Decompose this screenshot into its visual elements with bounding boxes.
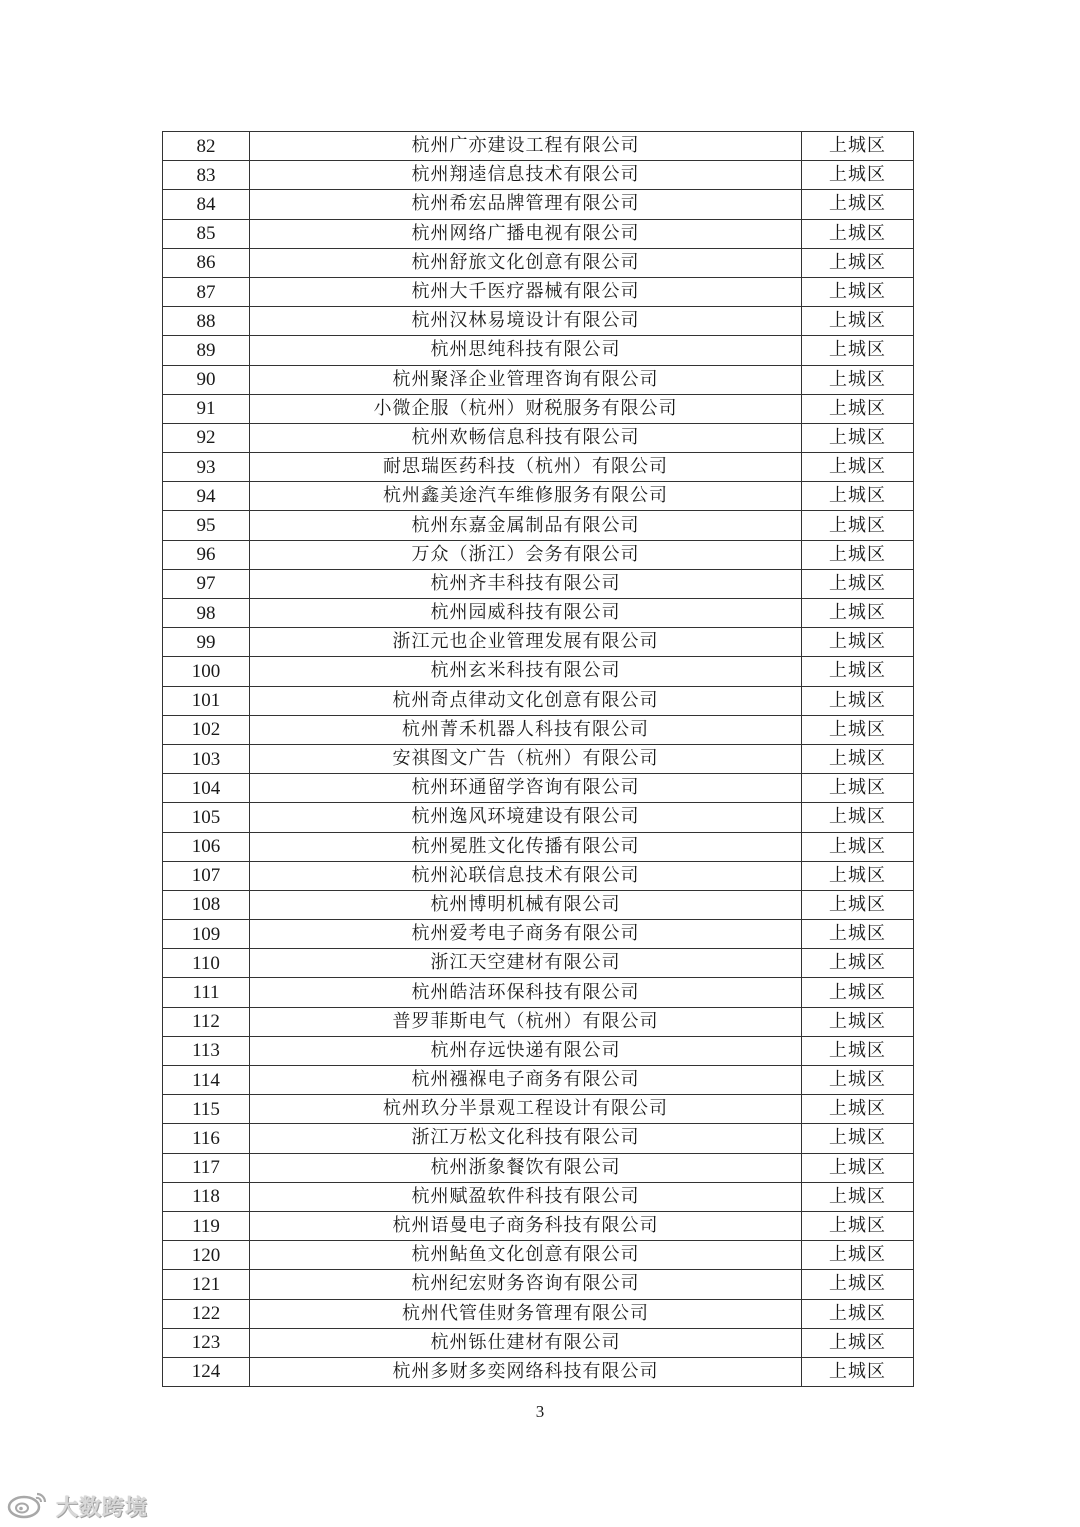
company-name: 杭州铄仕建材有限公司 <box>250 1328 802 1357</box>
company-name: 杭州舒旅文化创意有限公司 <box>250 248 802 277</box>
row-number: 107 <box>163 861 250 890</box>
district-name: 上城区 <box>802 1036 914 1065</box>
table-row <box>163 394 914 423</box>
company-name: 浙江元也企业管理发展有限公司 <box>250 628 802 657</box>
district-name: 上城区 <box>802 482 914 511</box>
district-name: 上城区 <box>802 1328 914 1357</box>
weibo-icon <box>6 1489 50 1523</box>
company-name: 耐思瑞医药科技（杭州）有限公司 <box>250 453 802 482</box>
row-number: 120 <box>163 1241 250 1270</box>
company-name: 杭州网络广播电视有限公司 <box>250 219 802 248</box>
district-name: 上城区 <box>802 540 914 569</box>
row-number: 108 <box>163 890 250 919</box>
district-name: 上城区 <box>802 365 914 394</box>
district-name: 上城区 <box>802 219 914 248</box>
company-name: 杭州博明机械有限公司 <box>250 890 802 919</box>
table-row <box>163 161 914 190</box>
table-row <box>163 599 914 628</box>
company-name: 杭州聚泽企业管理咨询有限公司 <box>250 365 802 394</box>
row-number: 115 <box>163 1095 250 1124</box>
company-name: 杭州纪宏财务咨询有限公司 <box>250 1270 802 1299</box>
row-number: 87 <box>163 277 250 306</box>
company-name: 杭州冕胜文化传播有限公司 <box>250 832 802 861</box>
company-name: 浙江万松文化科技有限公司 <box>250 1124 802 1153</box>
company-name: 杭州鲇鱼文化创意有限公司 <box>250 1241 802 1270</box>
company-name: 杭州语曼电子商务科技有限公司 <box>250 1211 802 1240</box>
district-name: 上城区 <box>802 1270 914 1299</box>
district-name: 上城区 <box>802 657 914 686</box>
company-name: 杭州思纯科技有限公司 <box>250 336 802 365</box>
table-row <box>163 511 914 540</box>
company-name: 杭州环通留学咨询有限公司 <box>250 774 802 803</box>
row-number: 113 <box>163 1036 250 1065</box>
table-row <box>163 540 914 569</box>
row-number: 106 <box>163 832 250 861</box>
table-row <box>163 1095 914 1124</box>
district-name: 上城区 <box>802 1299 914 1328</box>
row-number: 85 <box>163 219 250 248</box>
row-number: 88 <box>163 307 250 336</box>
company-name: 杭州广亦建设工程有限公司 <box>250 132 802 161</box>
row-number: 92 <box>163 423 250 452</box>
table-row <box>163 190 914 219</box>
company-name: 浙江天空建材有限公司 <box>250 949 802 978</box>
row-number: 96 <box>163 540 250 569</box>
district-name: 上城区 <box>802 423 914 452</box>
row-number: 98 <box>163 599 250 628</box>
table-row <box>163 949 914 978</box>
company-name: 杭州奇点律动文化创意有限公司 <box>250 686 802 715</box>
watermark-text: 大数跨境 <box>56 1495 149 1521</box>
company-name: 万众（浙江）会务有限公司 <box>250 540 802 569</box>
table-row <box>163 890 914 919</box>
district-name: 上城区 <box>802 744 914 773</box>
table-row <box>163 1066 914 1095</box>
row-number: 112 <box>163 1007 250 1036</box>
row-number: 104 <box>163 774 250 803</box>
district-name: 上城区 <box>802 336 914 365</box>
row-number: 114 <box>163 1066 250 1095</box>
row-number: 118 <box>163 1182 250 1211</box>
company-name: 杭州爱考电子商务有限公司 <box>250 920 802 949</box>
table-row <box>163 628 914 657</box>
row-number: 101 <box>163 686 250 715</box>
row-number: 82 <box>163 132 250 161</box>
district-name: 上城区 <box>802 248 914 277</box>
company-name: 安祺图文广告（杭州）有限公司 <box>250 744 802 773</box>
table-row <box>163 365 914 394</box>
company-name: 杭州逸风环境建设有限公司 <box>250 803 802 832</box>
district-name: 上城区 <box>802 1357 914 1386</box>
table-row <box>163 307 914 336</box>
district-name: 上城区 <box>802 803 914 832</box>
row-number: 111 <box>163 978 250 1007</box>
table-row <box>163 1007 914 1036</box>
table-row <box>163 1124 914 1153</box>
row-number: 91 <box>163 394 250 423</box>
company-name: 杭州多财多奕网络科技有限公司 <box>250 1357 802 1386</box>
district-name: 上城区 <box>802 307 914 336</box>
table-row <box>163 277 914 306</box>
table-row <box>163 569 914 598</box>
company-name: 杭州浙象餐饮有限公司 <box>250 1153 802 1182</box>
table-row <box>163 423 914 452</box>
row-number: 95 <box>163 511 250 540</box>
company-name: 杭州代管佳财务管理有限公司 <box>250 1299 802 1328</box>
table-row <box>163 1036 914 1065</box>
company-name: 杭州希宏品牌管理有限公司 <box>250 190 802 219</box>
company-name: 杭州欢畅信息科技有限公司 <box>250 423 802 452</box>
row-number: 102 <box>163 715 250 744</box>
row-number: 100 <box>163 657 250 686</box>
row-number: 123 <box>163 1328 250 1357</box>
row-number: 109 <box>163 920 250 949</box>
company-name: 杭州汉林易境设计有限公司 <box>250 307 802 336</box>
row-number: 110 <box>163 949 250 978</box>
company-list-body <box>163 132 914 1387</box>
row-number: 119 <box>163 1211 250 1240</box>
row-number: 105 <box>163 803 250 832</box>
company-name: 杭州园威科技有限公司 <box>250 599 802 628</box>
table-row <box>163 715 914 744</box>
table-row <box>163 336 914 365</box>
company-name: 杭州玖分半景观工程设计有限公司 <box>250 1095 802 1124</box>
company-name: 杭州赋盈软件科技有限公司 <box>250 1182 802 1211</box>
row-number: 99 <box>163 628 250 657</box>
table-row <box>163 1357 914 1386</box>
table-row <box>163 1182 914 1211</box>
district-name: 上城区 <box>802 890 914 919</box>
company-name: 杭州玄米科技有限公司 <box>250 657 802 686</box>
table-row <box>163 1328 914 1357</box>
row-number: 116 <box>163 1124 250 1153</box>
district-name: 上城区 <box>802 190 914 219</box>
district-name: 上城区 <box>802 686 914 715</box>
district-name: 上城区 <box>802 774 914 803</box>
table-row <box>163 1270 914 1299</box>
table-row <box>163 1299 914 1328</box>
district-name: 上城区 <box>802 1182 914 1211</box>
company-name: 普罗菲斯电气（杭州）有限公司 <box>250 1007 802 1036</box>
row-number: 90 <box>163 365 250 394</box>
district-name: 上城区 <box>802 861 914 890</box>
row-number: 122 <box>163 1299 250 1328</box>
district-name: 上城区 <box>802 920 914 949</box>
company-list-table <box>162 131 914 1387</box>
table-row <box>163 686 914 715</box>
district-name: 上城区 <box>802 1241 914 1270</box>
table-row <box>163 861 914 890</box>
district-name: 上城区 <box>802 569 914 598</box>
district-name: 上城区 <box>802 1007 914 1036</box>
watermark <box>6 1489 148 1523</box>
table-row <box>163 1153 914 1182</box>
company-name: 杭州鑫美途汽车维修服务有限公司 <box>250 482 802 511</box>
district-name: 上城区 <box>802 277 914 306</box>
table-row <box>163 832 914 861</box>
table-row <box>163 1241 914 1270</box>
district-name: 上城区 <box>802 949 914 978</box>
district-name: 上城区 <box>802 453 914 482</box>
table-row <box>163 248 914 277</box>
district-name: 上城区 <box>802 1066 914 1095</box>
company-name: 杭州存远快递有限公司 <box>250 1036 802 1065</box>
table-row <box>163 774 914 803</box>
row-number: 94 <box>163 482 250 511</box>
company-name: 杭州皓洁环保科技有限公司 <box>250 978 802 1007</box>
row-number: 121 <box>163 1270 250 1299</box>
table-row <box>163 920 914 949</box>
table-row <box>163 803 914 832</box>
company-name: 小微企服（杭州）财税服务有限公司 <box>250 394 802 423</box>
row-number: 93 <box>163 453 250 482</box>
company-name: 杭州东嘉金属制品有限公司 <box>250 511 802 540</box>
table-row <box>163 132 914 161</box>
row-number: 124 <box>163 1357 250 1386</box>
company-name: 杭州菁禾机器人科技有限公司 <box>250 715 802 744</box>
table-row <box>163 978 914 1007</box>
table-row <box>163 453 914 482</box>
company-name: 杭州襁褓电子商务有限公司 <box>250 1066 802 1095</box>
row-number: 117 <box>163 1153 250 1182</box>
table-row <box>163 657 914 686</box>
district-name: 上城区 <box>802 1211 914 1240</box>
company-name: 杭州沁联信息技术有限公司 <box>250 861 802 890</box>
district-name: 上城区 <box>802 161 914 190</box>
district-name: 上城区 <box>802 132 914 161</box>
district-name: 上城区 <box>802 978 914 1007</box>
company-name: 杭州大千医疗器械有限公司 <box>250 277 802 306</box>
row-number: 97 <box>163 569 250 598</box>
row-number: 86 <box>163 248 250 277</box>
row-number: 83 <box>163 161 250 190</box>
row-number: 89 <box>163 336 250 365</box>
district-name: 上城区 <box>802 1153 914 1182</box>
district-name: 上城区 <box>802 715 914 744</box>
table-row <box>163 482 914 511</box>
table-row <box>163 219 914 248</box>
district-name: 上城区 <box>802 511 914 540</box>
district-name: 上城区 <box>802 1095 914 1124</box>
district-name: 上城区 <box>802 394 914 423</box>
page-number: 3 <box>535 1402 545 1421</box>
district-name: 上城区 <box>802 599 914 628</box>
row-number: 103 <box>163 744 250 773</box>
district-name: 上城区 <box>802 1124 914 1153</box>
row-number: 84 <box>163 190 250 219</box>
district-name: 上城区 <box>802 628 914 657</box>
company-name: 杭州齐丰科技有限公司 <box>250 569 802 598</box>
district-name: 上城区 <box>802 832 914 861</box>
table-row <box>163 1211 914 1240</box>
company-name: 杭州翔逵信息技术有限公司 <box>250 161 802 190</box>
table-row <box>163 744 914 773</box>
